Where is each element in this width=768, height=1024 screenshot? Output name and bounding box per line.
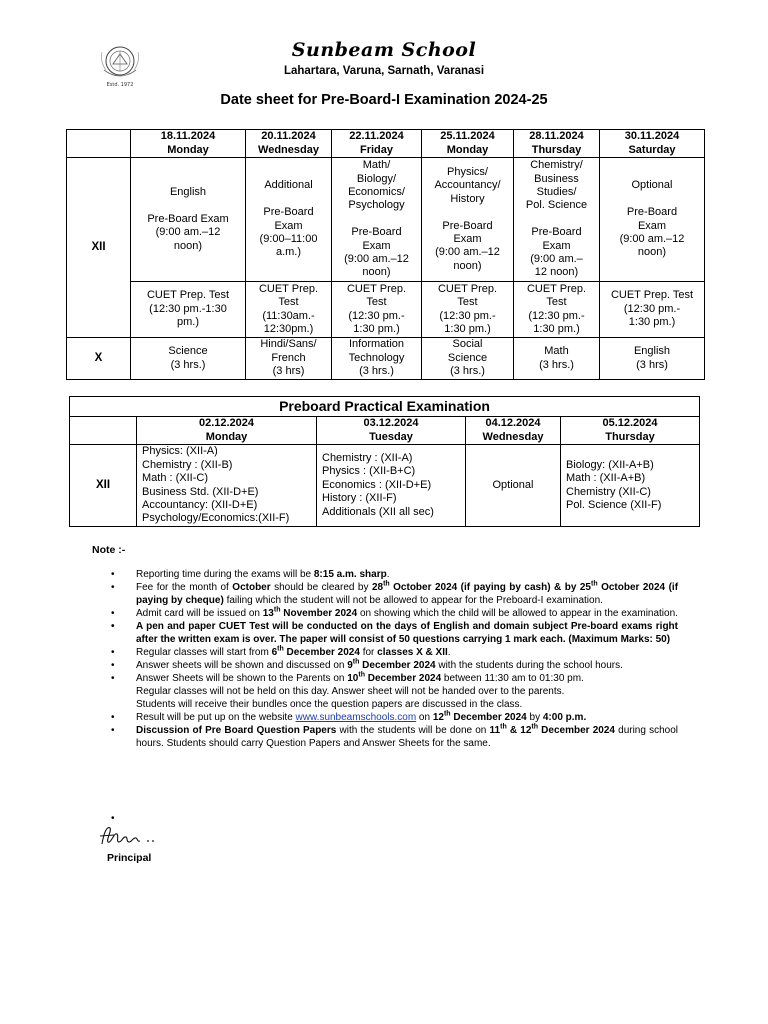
cuet-cell: CUET Prep. Test (12:30 pm.- 1:30 pm.)	[514, 282, 600, 338]
exam-cell: English Pre-Board Exam (9:00 am.–12 noon)	[131, 158, 246, 282]
list-item: • Regular classes will start from 6th December 2024 for classes X & XII.	[108, 646, 678, 659]
exam-cell: Chemistry/ Business Studies/ Pol. Science Pre-Board Exam (9:00 am.– 12 noon)	[514, 158, 600, 282]
date-column-header: 28.11.2024 Thursday	[514, 130, 600, 158]
cuet-cell: CUET Prep. Test (11:30am.- 12:30pm.)	[246, 282, 332, 338]
list-item: • Result will be put up on the website www.sunbeamschools.com on 12th December 2024 by 4:00 p.m.	[108, 711, 678, 724]
document-title: Date sheet for Pre-Board-I Examination 2024-25	[220, 92, 548, 108]
practical-cell: Chemistry : (XII-A) Physics : (XII-B+C) Economics : (XII-D+E) History : (XII-F) Additionals (XII all sec)	[317, 445, 466, 527]
class-label-xii: XII	[67, 158, 131, 338]
corner-cell	[70, 417, 137, 445]
website-link[interactable]: www.sunbeamschools.com	[295, 712, 417, 723]
table-row	[67, 282, 705, 338]
exam-cell: Optional Pre-Board Exam (9:00 am.–12 noon)	[600, 158, 705, 282]
cuet-cell: CUET Prep. Test (12:30 pm.- 1:30 pm.)	[422, 282, 514, 338]
practical-cell: Physics: (XII-A) Chemistry : (XII-B) Math : (XII-C) Business Std. (XII-D+E) Accountancy: (XII-D+E) Psychology/Economics:(XII-F)	[137, 445, 317, 527]
exam-cell: Science (3 hrs.)	[131, 338, 246, 380]
school-name: Sunbeam School	[291, 39, 477, 61]
notes-heading: Note :-	[92, 544, 126, 556]
table-header-row	[67, 130, 705, 158]
exam-cell: Hindi/Sans/ French (3 hrs)	[246, 338, 332, 380]
list-item: • Answer Sheets will be shown to the Parents on 10th December 2024 between 11:30 am to 01:30 pm. Regular classes will not be held on this day. Answer sheet will not be handed over to the parents. Students will receive their bundles once the question papers are discussed in the class.	[108, 672, 678, 711]
practical-table-title: Preboard Practical Examination	[70, 397, 700, 417]
list-item: • Reporting time during the exams will be 8:15 a.m. sharp.	[108, 568, 678, 581]
class-label-x: X	[67, 338, 131, 380]
svg-text:Estd. 1972: Estd. 1972	[106, 82, 134, 88]
practical-cell: Biology: (XII-A+B) Math : (XII-A+B) Chemistry (XII-C) Pol. Science (XII-F)	[561, 445, 700, 527]
class-label-xii: XII	[70, 445, 137, 527]
date-column-header: 03.12.2024 Tuesday	[317, 417, 466, 445]
date-column-header: 30.11.2024 Saturday	[600, 130, 705, 158]
principal-title: Principal	[107, 852, 152, 864]
table-row	[67, 338, 705, 380]
exam-cell: Social Science (3 hrs.)	[422, 338, 514, 380]
principal-signature	[98, 822, 170, 850]
date-column-header: 22.11.2024 Friday	[332, 130, 422, 158]
exam-cell: Information Technology (3 hrs.)	[332, 338, 422, 380]
date-column-header: 25.11.2024 Monday	[422, 130, 514, 158]
list-item: • Discussion of Pre Board Question Papers with the students will be done on 11th & 12th December 2024 during school hours. Students should carry Question Papers and Answer Sheets for the same.	[108, 724, 678, 750]
date-column-header: 18.11.2024 Monday	[131, 130, 246, 158]
cuet-cell: CUET Prep. Test (12:30 pm.-1:30 pm.)	[131, 282, 246, 338]
list-item: • A pen and paper CUET Test will be conducted on the days of English and domain subject Pre-board exams right after the written exam is over. The paper will consist of 50 questions carrying 1 mark each. (Maximum Marks: 50)	[108, 620, 678, 646]
list-item: • Admit card will be issued on 13th November 2024 on showing which the child will be allowed to appear in the examination.	[108, 607, 678, 620]
practical-cell: Optional	[466, 445, 561, 527]
table-row	[67, 158, 705, 282]
practical-exam-table	[69, 396, 700, 527]
school-address: Lahartara, Varuna, Sarnath, Varanasi	[283, 65, 485, 77]
list-item: • Answer sheets will be shown and discussed on 9th December 2024 with the students during the school hours.	[108, 659, 678, 672]
date-column-header: 02.12.2024 Monday	[137, 417, 317, 445]
date-column-header: 20.11.2024 Wednesday	[246, 130, 332, 158]
exam-cell: Math/ Biology/ Economics/ Psychology Pre-Board Exam (9:00 am.–12 noon)	[332, 158, 422, 282]
table-header-row	[70, 417, 700, 445]
exam-cell: Additional Pre-Board Exam (9:00–11:00 a.m.)	[246, 158, 332, 282]
empty-bullet: •	[111, 813, 115, 824]
date-column-header: 04.12.2024 Wednesday	[466, 417, 561, 445]
corner-cell	[67, 130, 131, 158]
table-row	[70, 445, 700, 527]
date-column-header: 05.12.2024 Thursday	[561, 417, 700, 445]
exam-cell: Math (3 hrs.)	[514, 338, 600, 380]
table-caption-row	[70, 397, 700, 417]
letterhead	[0, 38, 768, 88]
cuet-cell: CUET Prep. Test (12:30 pm.- 1:30 pm.)	[600, 282, 705, 338]
exam-date-sheet-table	[66, 129, 705, 380]
exam-cell: English (3 hrs)	[600, 338, 705, 380]
notes-list	[108, 568, 678, 750]
exam-cell: Physics/ Accountancy/ History Pre-Board Exam (9:00 am.–12 noon)	[422, 158, 514, 282]
cuet-cell: CUET Prep. Test (12:30 pm.- 1:30 pm.)	[332, 282, 422, 338]
list-item: • Fee for the month of October should be cleared by 28th October 2024 (if paying by cash) & by 25th October 2024 (if paying by cheque) failing which the student will not be allowed to appear for the Preboard-I examination.	[108, 581, 678, 607]
